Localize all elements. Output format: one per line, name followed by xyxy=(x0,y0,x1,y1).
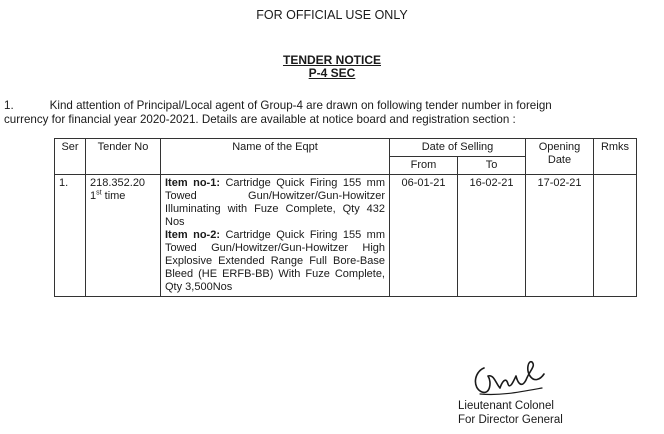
paragraph-number: 1. xyxy=(4,99,14,112)
item-2-label: Item no-2: xyxy=(165,229,220,241)
header-to: To xyxy=(458,157,526,175)
signatory-for: For Director General xyxy=(458,414,563,426)
section-title: P-4 SEC xyxy=(308,66,356,80)
cell-eqpt xyxy=(161,175,390,297)
cell-rmks xyxy=(594,175,637,297)
handwritten-signature xyxy=(470,358,550,400)
header-opening-date: Opening Date xyxy=(526,139,594,175)
item-1-label: Item no-1: xyxy=(165,177,220,189)
cell-ser: 1. xyxy=(55,175,86,297)
attempt-number: 1 xyxy=(90,190,97,202)
tender-number: 218.352.20 xyxy=(90,177,146,189)
tender-attempt xyxy=(90,190,156,203)
paragraph-text-1: Kind attention of Principal/Local agent of Group-4 are drawn on following tender number in foreign xyxy=(49,99,552,112)
item-1-text: Cartridge Quick Firing 155 mm Towed Gun/Howitzer/Gun-Howitzer Illuminating with Fuze Complete, Qty 432 Nos xyxy=(165,177,385,228)
header-tender-no: Tender No xyxy=(86,139,161,175)
header-eqpt: Name of the Eqpt xyxy=(161,139,390,175)
table-header-row xyxy=(55,139,637,157)
notice-title: TENDER NOTICE xyxy=(282,53,381,67)
header-rmks: Rmks xyxy=(594,139,637,175)
signatory-rank: Lieutenant Colonel xyxy=(458,400,554,412)
attempt-suffix: st xyxy=(96,189,102,197)
cell-tender-no xyxy=(86,175,161,297)
paragraph-line-2: currency for financial year 2020-2021. Details are available at notice board and registration section : xyxy=(4,113,516,126)
table-row xyxy=(55,175,637,297)
header-ser: Ser xyxy=(55,139,86,175)
tender-table xyxy=(54,138,637,297)
cell-opening-date: 17-02-21 xyxy=(526,175,594,297)
attempt-word: time xyxy=(101,190,126,202)
item-1 xyxy=(165,177,385,229)
cell-to: 16-02-21 xyxy=(458,175,526,297)
paragraph-line-1 xyxy=(4,99,552,112)
item-2-text: Cartridge Quick Firing 155 mm Towed Gun/Howitzer/Gun-Howitzer High Explosive Extended Range Full Bore-Base Bleed (HE ERFB-BB) With Fuze Complete, Qty 3,500Nos xyxy=(165,229,385,293)
item-2 xyxy=(165,229,385,294)
header-from: From xyxy=(390,157,458,175)
classification-header: FOR OFFICIAL USE ONLY xyxy=(256,8,408,22)
cell-from: 06-01-21 xyxy=(390,175,458,297)
header-date-selling: Date of Selling xyxy=(390,139,526,157)
